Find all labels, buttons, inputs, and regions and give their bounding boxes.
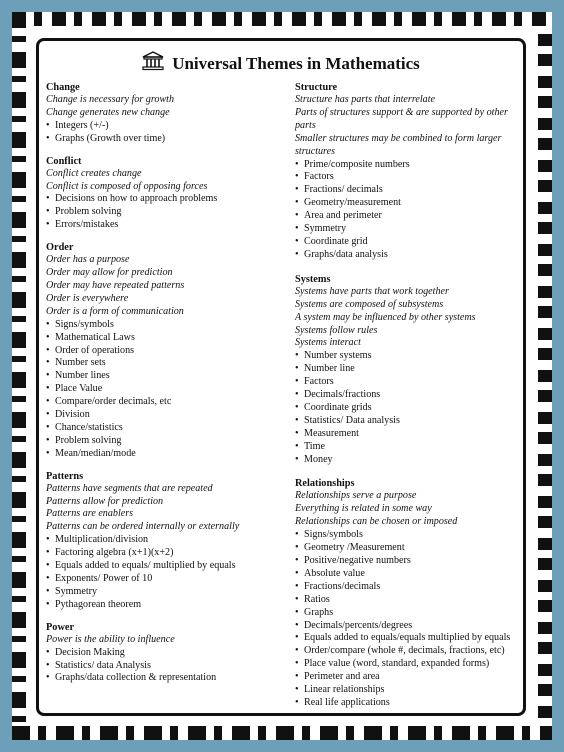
topic-list-item: • Errors/mistakes: [46, 219, 284, 232]
topic-list-item: • Prime/composite numbers: [295, 159, 523, 172]
topic-list-item: • Multiplication/division: [46, 534, 284, 547]
theme-statement: Relationships can be chosen or imposed: [295, 516, 458, 528]
theme-section-conflict: [46, 155, 284, 233]
topic-list-item: • Decision Making: [46, 647, 284, 660]
topic-list-item: • Graphs: [295, 607, 523, 620]
topic-list-item: • Graphs/data analysis: [295, 249, 523, 262]
topic-list-item: • Fractions/decimals: [295, 581, 523, 594]
topic-list-item: • Decisions on how to approach problems: [46, 193, 284, 206]
topic-list-item: • Ratios: [295, 594, 523, 607]
topic-list-item: • Geometry /Measurement: [295, 542, 523, 555]
topic-list: [46, 120, 284, 146]
topic-list-item: • Decimals/percents/degrees: [295, 620, 523, 633]
topic-list: [46, 647, 284, 686]
section-heading: Conflict: [46, 155, 82, 167]
theme-section-power: [46, 621, 284, 686]
topic-list-item: • Equals added to equals/ multiplied by equals: [46, 560, 284, 573]
theme-section-order: [46, 241, 284, 461]
theme-section-change: [46, 81, 284, 146]
theme-section-systems: [295, 273, 523, 467]
topic-list-item: • Statistics/ Data analysis: [295, 415, 523, 428]
topic-list-item: • Problem solving: [46, 206, 284, 219]
theme-statement: Order may allow for prediction: [46, 267, 173, 279]
theme-statement: Systems are composed of subsystems: [295, 298, 444, 310]
topic-list-item: • Money: [295, 454, 523, 467]
topic-list-item: • Symmetry: [295, 223, 523, 236]
topic-list-item: • Factoring algebra (x+1)(x+2): [46, 547, 284, 560]
theme-section-patterns: [46, 470, 284, 612]
topic-list-item: • Mathematical Laws: [46, 332, 284, 345]
topic-list-item: • Mean/median/mode: [46, 448, 284, 461]
topic-list-item: • Linear relationships: [295, 684, 523, 697]
theme-statement: Order is a form of communication: [46, 305, 184, 317]
topic-list-item: • Area and perimeter: [295, 210, 523, 223]
topic-list-item: • Exponents/ Power of 10: [46, 573, 284, 586]
theme-statement: Smaller structures may be combined to form larger structures: [295, 132, 502, 157]
topic-list-item: • Signs/symbols: [295, 529, 523, 542]
topic-list-item: • Place value (word, standard, expanded forms): [295, 658, 523, 671]
section-heading: Patterns: [46, 470, 84, 482]
section-heading: Relationships: [295, 478, 355, 490]
theme-statement: Conflict is composed of opposing forces: [46, 180, 208, 192]
topic-list-item: • Integers (+/-): [46, 120, 284, 133]
theme-statement: Patterns can be ordered internally or externally: [46, 521, 240, 533]
topic-list-item: • Graphs (Growth over time): [46, 133, 284, 146]
theme-statement: Conflict creates change: [46, 167, 142, 179]
theme-statement: Order has a purpose: [46, 254, 130, 266]
topic-list-item: • Place Value: [46, 383, 284, 396]
topic-list-item: • Pythagorean theorem: [46, 599, 284, 612]
topic-list-item: • Symmetry: [46, 586, 284, 599]
topic-list-item: • Time: [295, 441, 523, 454]
theme-statement: Parts of structures support & are supported by other parts: [295, 106, 508, 131]
topic-list-item: • Compare/order decimals, etc: [46, 396, 284, 409]
topic-list-item: • Statistics/ data Analysis: [46, 660, 284, 673]
right-column: [295, 81, 523, 721]
topic-list-item: • Geometry/measurement: [295, 197, 523, 210]
topic-list-item: • Division: [46, 409, 284, 422]
topic-list-item: • Equals added to equals/equals multiplied by equals: [295, 632, 523, 645]
topic-list: [295, 350, 523, 466]
topic-list-item: • Coordinate grids: [295, 402, 523, 415]
topic-list-item: • Number lines: [46, 370, 284, 383]
title-row: [39, 51, 523, 76]
theme-section-relationships: [295, 477, 523, 709]
topic-list-item: • Order/compare (whole #, decimals, fractions, etc): [295, 645, 523, 658]
topic-list-item: • Absolute value: [295, 568, 523, 581]
theme-statement: Change is necessary for growth: [46, 94, 175, 105]
section-heading: Order: [46, 242, 74, 254]
section-heading: Power: [46, 621, 75, 633]
theme-statement: Patterns have segments that are repeated: [46, 482, 213, 494]
topic-list-item: • Real life applications: [295, 697, 523, 710]
theme-statement: Order is everywhere: [46, 292, 129, 304]
theme-statement: A system may be influenced by other systems: [295, 311, 476, 323]
theme-statement: Systems interact: [295, 337, 361, 349]
topic-list-item: • Problem solving: [46, 435, 284, 448]
theme-statement: Patterns allow for prediction: [46, 495, 164, 507]
theme-statement: Order may have repeated patterns: [46, 279, 185, 291]
theme-section-structure: [295, 81, 523, 262]
topic-list-item: • Coordinate grid: [295, 236, 523, 249]
topic-list-item: • Number sets: [46, 357, 284, 370]
theme-statement: Systems follow rules: [295, 324, 378, 336]
topic-list-item: • Signs/symbols: [46, 319, 284, 332]
topic-list-item: • Measurement: [295, 428, 523, 441]
topic-list-item: • Chance/statistics: [46, 422, 284, 435]
theme-statement: Power is the ability to influence: [46, 633, 175, 645]
topic-list-item: • Factors: [295, 171, 523, 184]
topic-list-item: • Order of operations: [46, 345, 284, 358]
topic-list-item: • Number systems: [295, 350, 523, 363]
topic-list: [46, 534, 284, 611]
topic-list: [46, 319, 284, 461]
topic-list-item: • Number line: [295, 363, 523, 376]
topic-list: [295, 159, 523, 262]
topic-list: [46, 193, 284, 232]
theme-statement: Structure has parts that interrelate: [295, 94, 435, 105]
left-column: [46, 81, 284, 694]
section-heading: Change: [46, 82, 80, 93]
page-title: Universal Themes in Mathematics: [172, 53, 420, 73]
topic-list-item: • Graphs/data collection & representation: [46, 672, 284, 685]
theme-statement: Systems have parts that work together: [295, 285, 449, 297]
theme-statement: Change generates new change: [46, 106, 170, 118]
document-card: [36, 38, 526, 716]
theme-statement: Patterns are enablers: [46, 508, 134, 520]
section-heading: Structure: [295, 82, 338, 93]
topic-list-item: • Fractions/ decimals: [295, 184, 523, 197]
theme-statement: Relationships serve a purpose: [295, 490, 417, 502]
topic-list: [295, 529, 523, 710]
theme-statement: Everything is related in some way: [295, 503, 432, 515]
section-heading: Systems: [295, 273, 331, 285]
topic-list-item: • Perimeter and area: [295, 671, 523, 684]
topic-list-item: • Positive/negative numbers: [295, 555, 523, 568]
topic-list-item: • Factors: [295, 376, 523, 389]
topic-list-item: • Decimals/fractions: [295, 389, 523, 402]
pillar-building-icon: [142, 51, 164, 76]
